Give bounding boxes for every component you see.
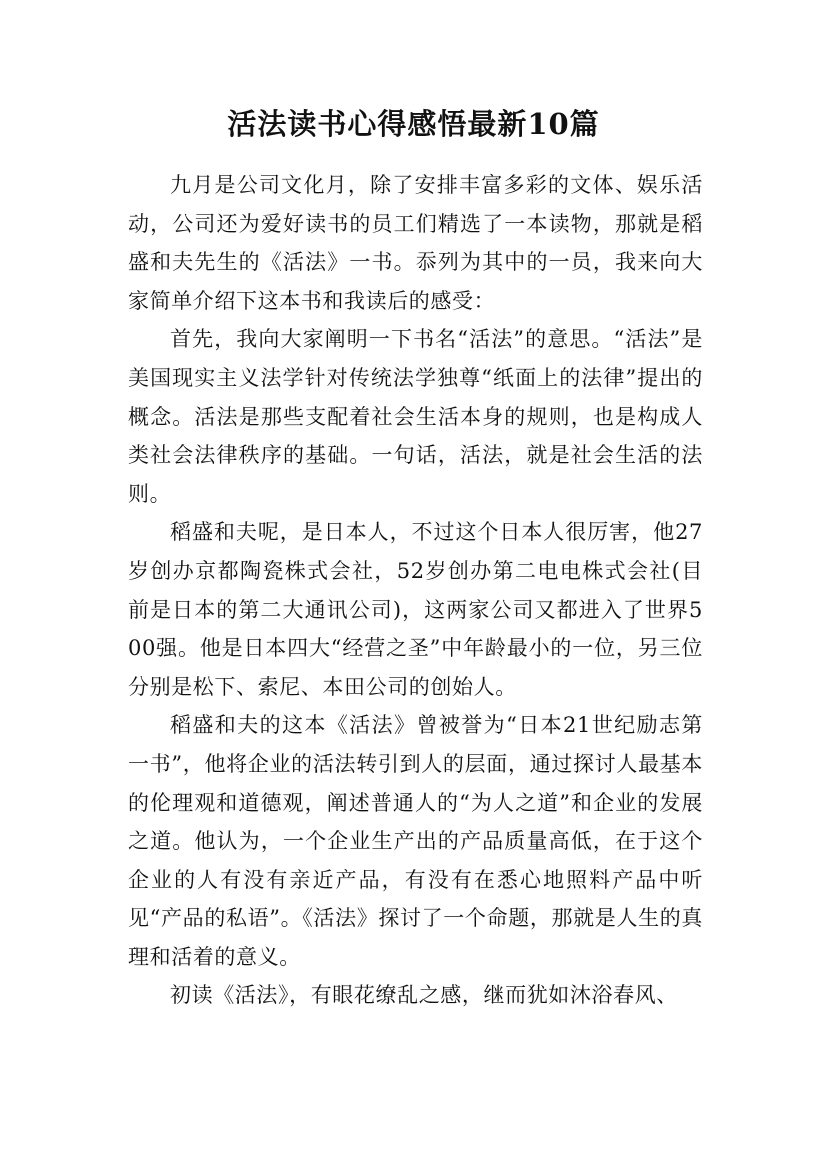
paragraph: 初读《活法》，有眼花缭乱之感，继而犹如沐浴春风、 (170, 983, 678, 1008)
paragraph: 九月是公司文化月，除了安排丰富多彩的文体、娱乐活动，公司还为爱好读书的员工们精选了一本读物，那就是稻盛和夫先生的《活法》一书。忝列为其中的一员，我来向大家简单介绍下这本书和我读后的感受： (128, 173, 703, 313)
document-body (128, 166, 703, 1015)
paragraph: 稻盛和夫的这本《活法》曾被誉为“日本21世纪励志第一书”，他将企业的活法转引到人的层面，通过探讨人最基本的伦理观和道德观，阐述普通人的“为人之道”和企业的发展之道。他认为，一个企业生产出的产品质量高低，在于这个企业的人有没有亲近产品，有没有在悉心地照料产品中听见“产品的私语”。《活法》探讨了一个命题，那就是人生的真理和活着的意义。 (128, 713, 703, 969)
paragraph: 稻盛和夫呢，是日本人，不过这个日本人很厉害，他27岁创办京都陶瓷株式会社，52岁创办第二电电株式会社(目前是日本的第二大通讯公司)，这两家公司又都进入了世界500强。他是日本四大“经营之圣”中年龄最小的一位，另三位分别是松下、索尼、本田公司的创始人。 (128, 520, 703, 699)
paragraph: 首先，我向大家阐明一下书名“活法”的意思。“活法”是美国现实主义法学针对传统法学独尊“纸面上的法律”提出的概念。活法是那些支配着社会生活本身的规则，也是构成人类社会法律秩序的基础。一句话，活法，就是社会生活的法则。 (128, 327, 703, 506)
document-title: 活法读书心得感悟最新10篇 (227, 107, 600, 141)
